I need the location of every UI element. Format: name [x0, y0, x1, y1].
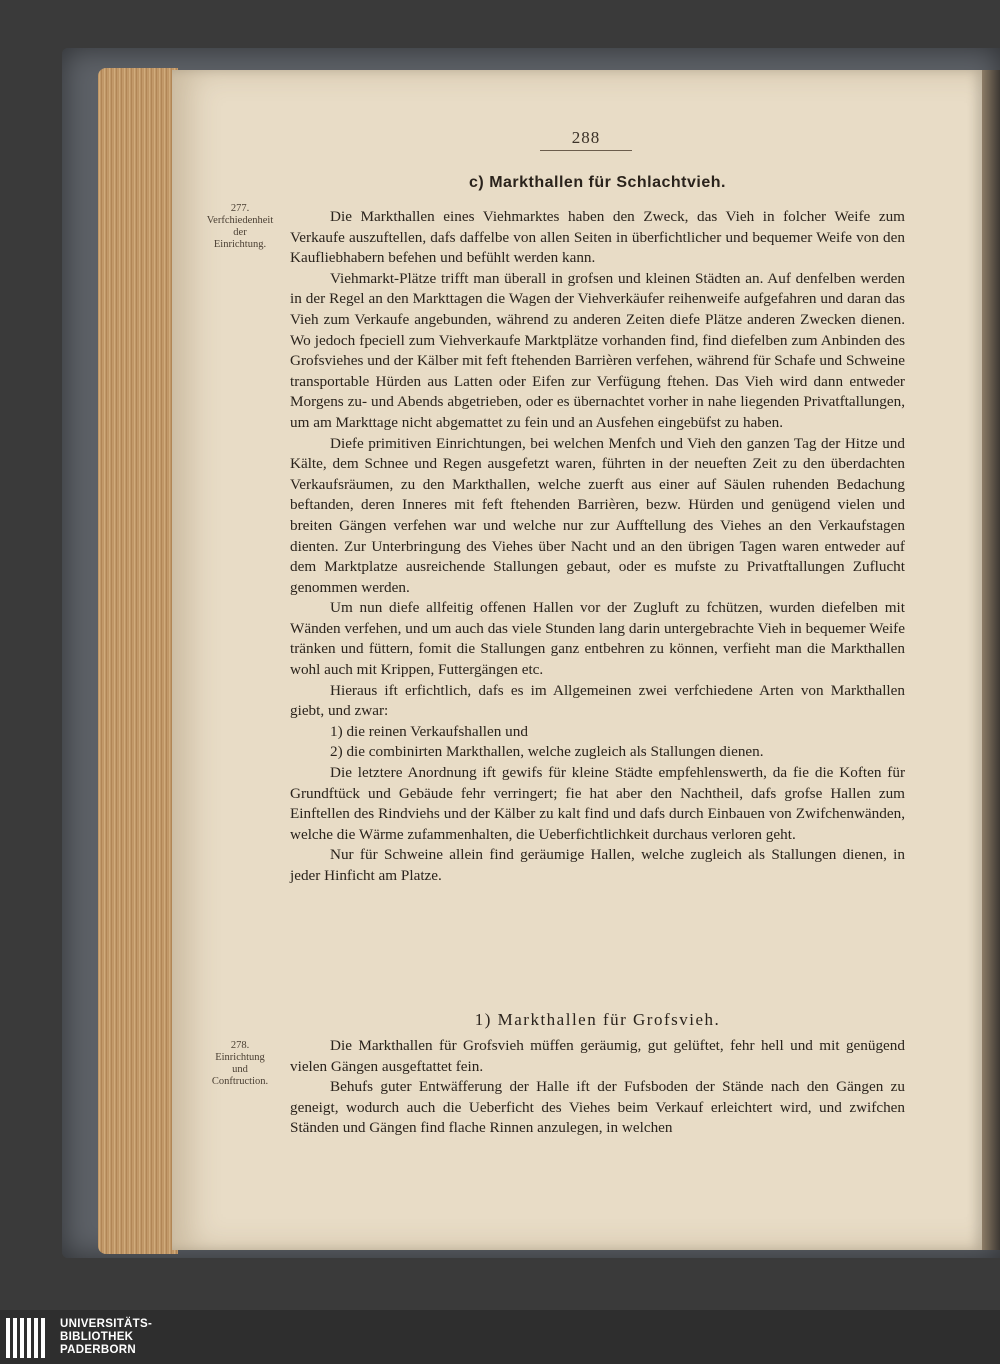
margin-note-number: 278.: [230, 1040, 250, 1051]
margin-note-line: und: [232, 1064, 248, 1075]
logo-line: UNIVERSITÄTS-: [60, 1318, 153, 1330]
subsection-heading: 1) Markthallen für Grofsvieh.: [474, 1010, 721, 1029]
paragraph: Behufs guter Entwäfferung der Halle ift der Fufsboden der Stände nach den Gängen zu geneigt, wodurch auch die Ueberficht des Viehes beim Verkauf erleichtert wird, und zwifchen Ständen und Gängen find flache Rinnen anzulegen, in welchen: [290, 1078, 905, 1137]
margin-note-277: [190, 203, 290, 251]
margin-note-line: Einrichtung.: [213, 239, 267, 250]
page-number: 288: [571, 128, 601, 147]
margin-note-number: 277.: [230, 203, 250, 214]
list-item: 1) die reinen Verkaufshallen und: [330, 722, 528, 740]
library-logo-text: [60, 1318, 152, 1357]
paragraph: Hieraus ift erfichtlich, dafs es im Allgemeinen zwei verfchiedene Arten von Markthallen giebt, und zwar:: [290, 681, 905, 720]
paragraph: Nur für Schweine allein find geräumige Hallen, welche zugleich als Stallungen dienen, in jeder Hinficht am Platze.: [290, 846, 905, 884]
library-logo-icon: [6, 1318, 50, 1360]
margin-note-line: Einrichtung: [215, 1052, 265, 1063]
logo-line: BIBLIOTHEK: [60, 1331, 134, 1343]
margin-note-line: Verfchiedenheit: [206, 215, 274, 226]
paragraph: Viehmarkt-Plätze trifft man überall in grofsen und kleinen Städten an. Auf denfelben werden in der Regel an den Markttagen die Wagen der Viehverkäufer reihenweife aufgefahren und daran das Vieh zum Verkaufe angebunden, während zu anderen Zeiten diefe Plätze anderen Zwecken dienen. Wo jedoch fpeciell zum Viehverkaufe Marktplätze vorhanden find, find diefelben zum Anbinden des Grofsviehes und der Kälber mit feft ftehenden Barrièren verfehen, während für Schafe und Schweine transportable Hürden aus Latten oder Eifen zur Verfügung ftehen. Das Vieh wird dann entweder Morgens zu- und Abends abgetrieben, oder es übernachtet vorher in nahe liegenden Privatftallungen, um am Markttage nicht abgemattet zu fein und an Ausfehen eingebüfst zu haben.: [290, 269, 905, 431]
paragraph: Die Markthallen eines Viehmarktes haben den Zweck, das Vieh in folcher Weife zum Verkaufe auszuftellen, dafs daffelbe von allen Seiten in überfichtlicher und bequemer Weife von den Kaufliebhabern befehen und befühlt werden kann.: [290, 208, 905, 267]
list-item: 2) die combinirten Markthallen, welche zugleich als Stallungen dienen.: [330, 743, 764, 761]
paragraph: Die letztere Anordnung ift gewifs für kleine Städte empfehlenswerth, da fie die Koften für Grundftück und Gebäude fehr verringert; fie hat aber den Nachtheil, dafs grofse Hallen zum Einftellen des Rindviehs und der Kälber zu kalt find und dafs durch Einbauen von Zwifchenwänden, welche die Wärme zufammenhalten, die Ueberfichtlichkeit durchaus verloren geht.: [290, 764, 905, 843]
paragraph: Die Markthallen für Grofsvieh müffen geräumig, gut gelüftet, fehr hell und mit genügend vielen Gängen ausgeftattet fein.: [290, 1037, 905, 1075]
logo-line: PADERBORN: [60, 1344, 136, 1356]
paragraph: Diefe primitiven Einrichtungen, bei welchen Menfch und Vieh den ganzen Tag der Hitze und Kälte, dem Schnee und Regen ausgefetzt waren, führten in der neueften Zeit zu den überdachten Verkaufsräumen, zu den Markthallen, welche zuerft aus einer auf Säulen ruhenden Bedachung beftanden, deren Inneres mit feft ftehenden Barrièren, bezw. Hürden und genügend vielen und breiten Gängen verfehen war und welche nur zur Aufftellung des Viehes an den Verkaufstagen dienten. Zur Unterbringung des Viehes über Nacht und an den übrigen Tagen waren entweder auf dem Marktplatze ausreichende Stallungen gebaut, oder es mufste zu Privatftallungen Zuflucht genommen werden.: [290, 434, 905, 596]
section-heading: c) Markthallen für Schlachtvieh.: [469, 174, 726, 191]
paragraph: Um nun diefe allfeitig offenen Hallen vor der Zugluft zu fchützen, wurden diefelben mit Wänden verfehen, und um auch das viele Stunden lang darin untergebrachte Vieh in bequemer Weife tränken und füttern, fomit die Stallungen ganz entbehren zu können, verfieht man die Markthallen wohl auch mit Krippen, Futtergängen etc.: [290, 599, 905, 679]
section2-body: [290, 1036, 905, 1139]
margin-note-line: der: [233, 227, 247, 238]
section1-body: [290, 207, 905, 887]
margin-note-line: Conftruction.: [211, 1076, 269, 1087]
book-gutter: [982, 70, 1000, 1250]
page-number-rule: [540, 150, 632, 151]
page-edges: [98, 68, 178, 1254]
margin-note-278: [190, 1040, 290, 1088]
